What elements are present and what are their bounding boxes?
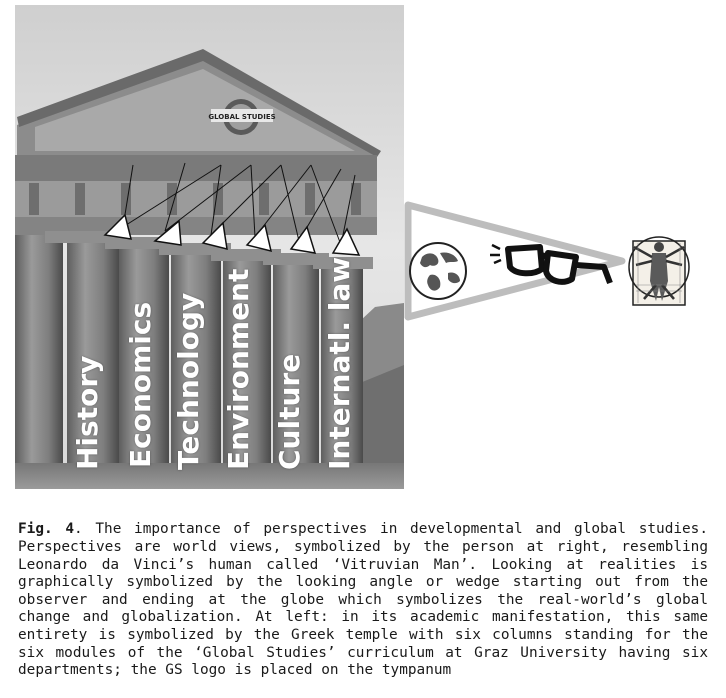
column-label-internatl-law: Internatl. law (323, 256, 356, 470)
column-label-culture: Culture (273, 353, 306, 470)
figure-caption (18, 521, 708, 679)
column-label-environment: Environment (222, 268, 255, 470)
glasses-sparkle-icon (490, 245, 501, 263)
column-label-technology: Technology (172, 292, 205, 470)
caption-text: . The importance of perspectives in developmental and global studies. Perspectives are world views, symbolized by the person at right, resembling Leonardo da Vinci’s human called ‘Vitruvian Man’. Looking at realities is graphically symbolized by the looking angle or wedge starting out from the observer and ending at the globe which symbolizes the real-world’s global change and globalization. At left: in its academic manifestation, this same entirety is symbolized by the Greek temple with six columns standing for the six modules of the ‘Global Studies’ curriculum at Graz University having six departments; the GS logo is placed on the tympanum (18, 521, 709, 679)
column-label-economics: Economics (124, 301, 157, 468)
vitruvian-man-icon (629, 237, 689, 305)
figure-label: Fig. 4 (18, 521, 75, 538)
perspective-illustration (400, 195, 710, 325)
column-label-history: History (71, 355, 104, 470)
svg-text:GLOBAL STUDIES: GLOBAL STUDIES (208, 113, 276, 121)
globe-icon (410, 243, 466, 299)
